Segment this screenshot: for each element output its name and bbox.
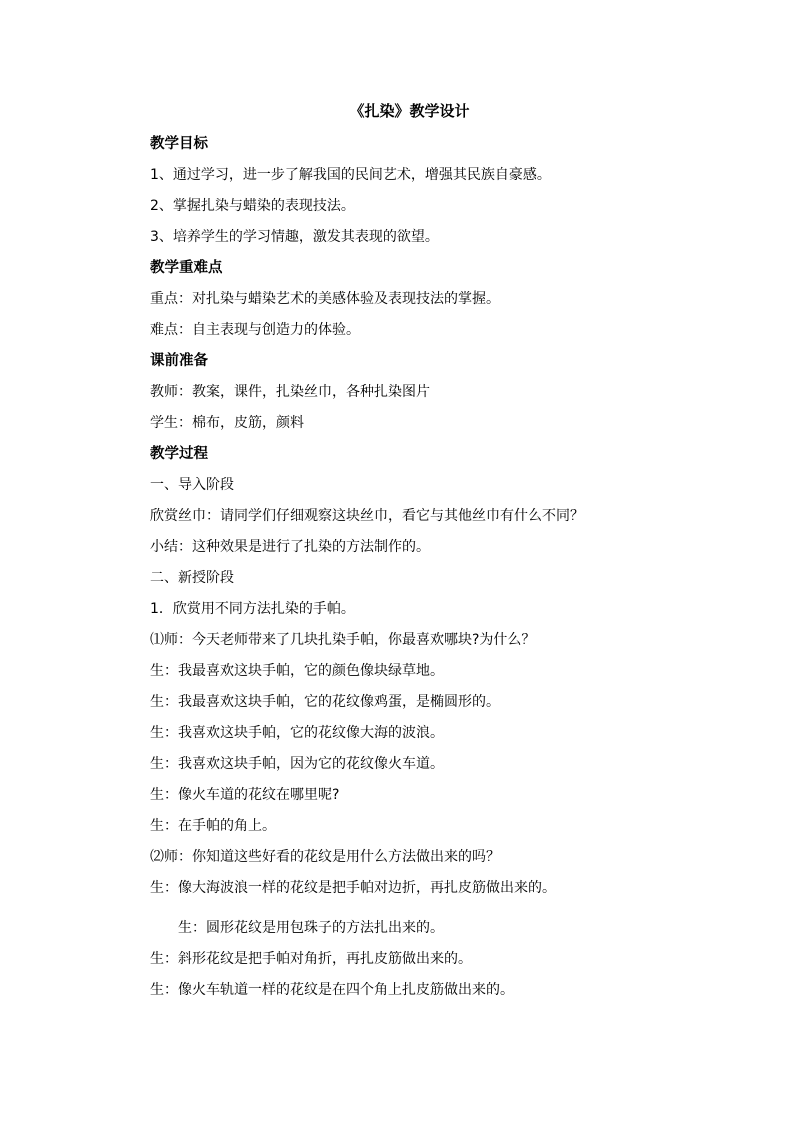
section-heading-objectives: 教学目标 — [150, 136, 208, 152]
paragraph-line: 生：在手帕的角上。 — [150, 818, 276, 834]
paragraph-line: 生：我最喜欢这块手帕，它的颜色像块绿草地。 — [150, 663, 444, 679]
section-heading-process: 教学过程 — [150, 446, 208, 462]
paragraph-line: ⑴师：今天老师带来了几块扎染手帕，你最喜欢哪块?为什么？ — [150, 632, 536, 648]
section-heading-preparation: 课前准备 — [150, 353, 208, 369]
paragraph-line: 3、培养学生的学习情趣，激发其表现的欲望。 — [150, 229, 439, 245]
paragraph-line: 难点：自主表现与创造力的体验。 — [150, 322, 360, 338]
document-title: 《扎染》教学设计 — [349, 102, 470, 120]
paragraph-line: 1、通过学习，进一步了解我国的民间艺术，增强其民族自豪感。 — [150, 167, 551, 183]
paragraph-line: 重点：对扎染与蜡染艺术的美感体验及表现技法的掌握。 — [150, 291, 500, 307]
paragraph-line: ⑵师：你知道这些好看的花纹是用什么方法做出来的吗？ — [150, 849, 500, 865]
document-body — [150, 131, 710, 1008]
paragraph-line: 1．欣赏用不同方法扎染的手帕。 — [150, 601, 355, 617]
paragraph-line: 生：像大海波浪一样的花纹是把手帕对边折，再扎皮筋做出来的。 — [150, 880, 556, 896]
spacer — [150, 906, 710, 915]
paragraph-line: 欣赏丝巾：请同学们仔细观察这块丝巾，看它与其他丝巾有什么不同？ — [150, 508, 584, 524]
paragraph-line: 生：斜形花纹是把手帕对角折，再扎皮筋做出来的。 — [150, 951, 472, 967]
paragraph-line-indented: 生：圆形花纹是用包珠子的方法扎出来的。 — [178, 920, 444, 936]
paragraph-line: 生：我最喜欢这块手帕，它的花纹像鸡蛋，是椭圆形的。 — [150, 694, 500, 710]
paragraph-line: 生：我喜欢这块手帕，它的花纹像大海的波浪。 — [150, 725, 444, 741]
paragraph-line: 2、掌握扎染与蜡染的表现技法。 — [150, 198, 355, 214]
paragraph-line: 生：像火车轨道一样的花纹是在四个角上扎皮筋做出来的。 — [150, 982, 514, 998]
paragraph-line: 二、新授阶段 — [150, 570, 234, 586]
paragraph-line: 小结：这种效果是进行了扎染的方法制作的。 — [150, 539, 430, 555]
section-heading-key-points: 教学重难点 — [150, 260, 223, 276]
paragraph-line: 一、导入阶段 — [150, 477, 234, 493]
paragraph-line: 教师：教案，课件，扎染丝巾，各种扎染图片 — [150, 384, 430, 400]
paragraph-line: 生：我喜欢这块手帕，因为它的花纹像火车道。 — [150, 756, 444, 772]
paragraph-line: 学生：棉布，皮筋，颜料 — [150, 415, 304, 431]
paragraph-line: 生：像火车道的花纹在哪里呢? — [150, 787, 340, 803]
